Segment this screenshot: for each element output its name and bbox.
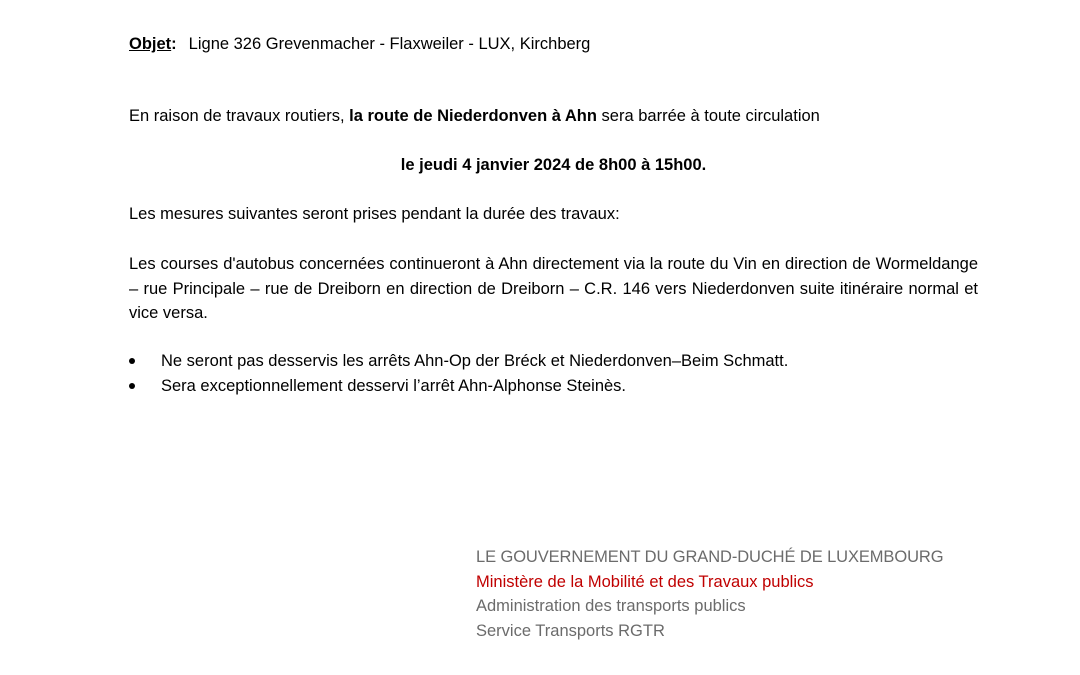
intro-paragraph bbox=[129, 105, 978, 128]
footer-ministry: Ministère de la Mobilité et des Travaux publics bbox=[476, 572, 814, 591]
list-item-text: Sera exceptionnellement desservi l’arrêt Ahn-Alphonse Steinès. bbox=[161, 376, 627, 395]
list-item-text: Ne seront pas desservis les arrêts Ahn-Op der Bréck et Niederdonven–Beim Schmatt. bbox=[161, 352, 789, 370]
list-item bbox=[129, 349, 978, 374]
footer-signature bbox=[476, 545, 943, 643]
bullet-icon bbox=[129, 358, 135, 364]
subject-label: Objet bbox=[129, 35, 172, 53]
closure-date: le jeudi 4 janvier 2024 de 8h00 à 15h00. bbox=[400, 156, 707, 174]
detour-paragraph: Les courses d'autobus concernées continueront à Ahn directement via la route du Vin en direction de Wormeldange – rue Principale – rue de Dreiborn en direction de Dreiborn – C.R. 146 vers Niederdonven suite itinéraire normal et vice versa. bbox=[129, 255, 978, 322]
footer-administration: Administration des transports publics bbox=[476, 597, 746, 615]
subject-line bbox=[129, 33, 590, 55]
intro-prefix: En raison de travaux routiers, bbox=[129, 107, 350, 125]
intro-suffix: sera barrée à toute circulation bbox=[596, 107, 820, 125]
list-item bbox=[129, 374, 978, 399]
footer-government: LE GOUVERNEMENT DU GRAND-DUCHÉ DE LUXEMBOURG bbox=[476, 548, 944, 566]
subject-text: Ligne 326 Grevenmacher - Flaxweiler - LUX, Kirchberg bbox=[188, 35, 591, 53]
subject-colon: : bbox=[171, 35, 177, 53]
bullet-icon bbox=[129, 383, 135, 389]
intro-road-closed: la route de Niederdonven à Ahn bbox=[349, 107, 597, 125]
footer-service: Service Transports RGTR bbox=[476, 621, 665, 640]
measures-intro: Les mesures suivantes seront prises pendant la durée des travaux: bbox=[129, 205, 620, 223]
stops-list bbox=[129, 349, 978, 398]
